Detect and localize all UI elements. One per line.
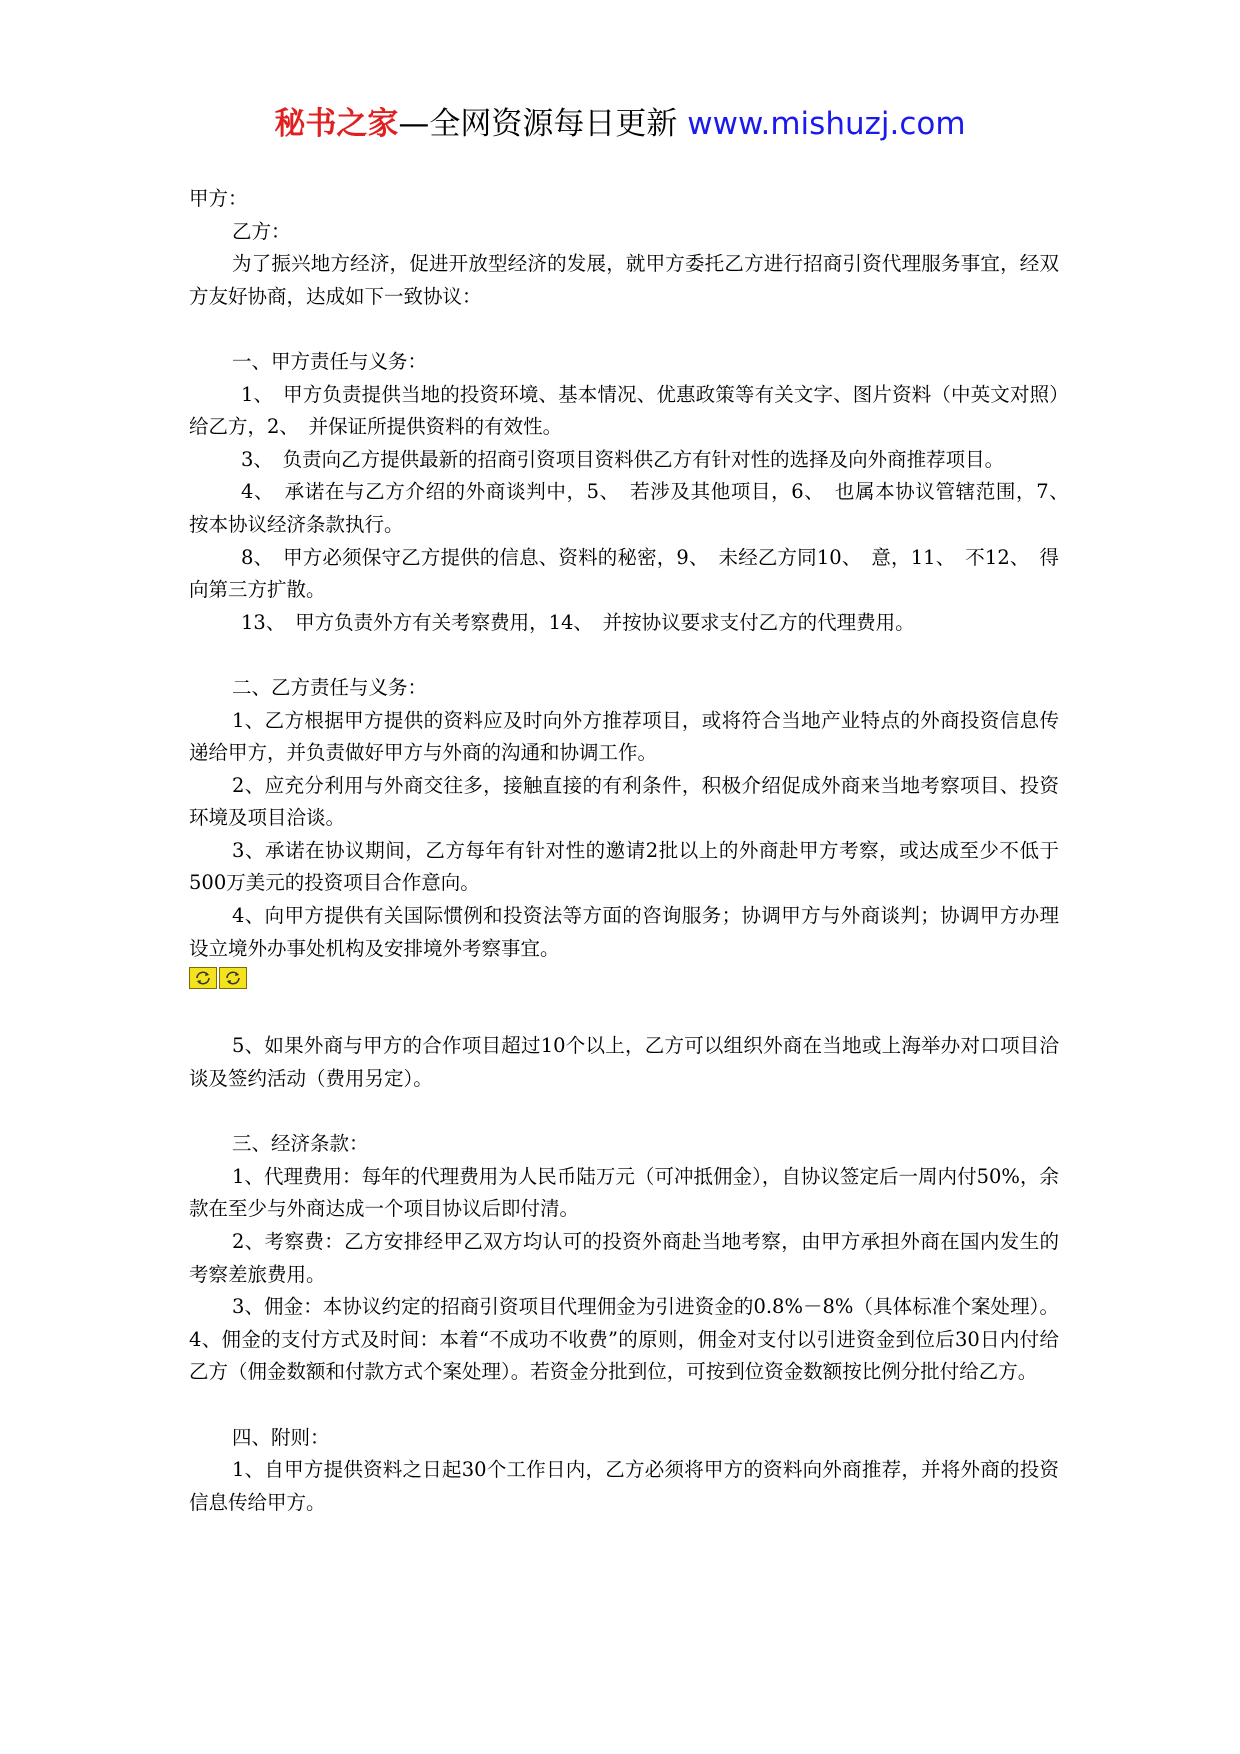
document-body <box>189 183 1079 1519</box>
clause-paragraph: 3、承诺在协议期间，乙方每年有针对性的邀请2批以上的外商赴甲方考察，或达成至少不低于500万美元的投资项目合作意向。 <box>189 838 1059 895</box>
section-title: 四、附则： <box>232 1425 330 1449</box>
spacer <box>189 639 1059 672</box>
clause-paragraph: 13、 甲方负责外方有关考察费用，14、 并按协议要求支付乙方的代理费用。 <box>241 610 915 634</box>
clause-paragraph: 1、乙方根据甲方提供的资料应及时向外方推荐项目，或将符合当地产业特点的外商投资信息传递给甲方，并负责做好甲方与外商的沟通和协调工作。 <box>189 708 1059 765</box>
clause-paragraph: 8、 甲方必须保守乙方提供的信息、资料的秘密，9、 未经乙方同10、 意，11、 不12、 得向第三方扩散。 <box>189 545 1059 602</box>
site-url-link[interactable]: www.mishuzj.com <box>687 106 966 142</box>
clause-paragraph: 1、自甲方提供资料之日起30个工作日内，乙方必须将甲方的资料向外商推荐，并将外商的投资信息传给甲方。 <box>189 1458 1059 1514</box>
clause-paragraph: 2、应充分利用与外商交往多，接触直接的有利条件，积极介绍促成外商来当地考察项目、投资环境及项目洽谈。 <box>189 773 1059 830</box>
section-title: 一、甲方责任与义务： <box>232 349 428 373</box>
clause-paragraph: 1、 甲方负责提供当地的投资环境、基本情况、优惠政策等有关文字、图片资料（中英文对照）给乙方，2、 并保证所提供资料的有效性。 <box>189 382 1059 439</box>
refresh-icon[interactable] <box>219 967 247 989</box>
intro-paragraph: 为了振兴地方经济，促进开放型经济的发展，就甲方委托乙方进行招商引资代理服务事宜，经双方友好协商，达成如下一致协议： <box>189 252 1059 308</box>
clause-paragraph: 3、佣金：本协议约定的招商引资项目代理佣金为引进资金的0.8%－8%（具体标准个案处理）。4、佣金的支付方式及时间：本着“不成功不收费”的原则，佣金对支付以引进资金到位后30日内付给乙方（佣金数额和付款方式个案处理）。若资金分批到位，可按到位资金数额按比例分批付给乙方。 <box>189 1295 1059 1384</box>
clause-paragraph: 1、代理费用：每年的代理费用为人民币陆万元（可冲抵佣金），自协议签定后一周内付50%，余款在至少与外商达成一个项目协议后即付清。 <box>189 1164 1059 1221</box>
section-title: 三、经济条款： <box>232 1132 369 1156</box>
clause-paragraph: 4、向甲方提供有关国际惯例和投资法等方面的咨询服务；协调甲方与外商谈判；协调甲方办理设立境外办事处机构及安排境外考察事宜。 <box>189 904 1059 960</box>
spacer <box>189 313 1059 346</box>
header-slogan: —全网资源每日更新 <box>398 106 678 142</box>
party-a-label: 甲方： <box>189 187 248 210</box>
site-header <box>0 104 1240 144</box>
spacer <box>189 998 1059 1031</box>
refresh-icon[interactable] <box>189 967 217 989</box>
clause-paragraph: 4、 承诺在与乙方介绍的外商谈判中，5、 若涉及其他项目，6、 也属本协议管辖范围，7、 按本协议经济条款执行。 <box>189 480 1079 536</box>
section-title: 二、乙方责任与义务： <box>232 675 428 699</box>
party-b-label: 乙方： <box>232 219 291 243</box>
nav-icon-row <box>189 965 1059 998</box>
clause-paragraph: 3、 负责向乙方提供最新的招商引资项目资料供乙方有针对性的选择及向外商推荐项目。 <box>241 447 1005 471</box>
brand-name: 秘书之家 <box>274 106 399 142</box>
clause-paragraph: 2、考察费：乙方安排经甲乙双方均认可的投资外商赴当地考察，由甲方承担外商在国内发生的考察差旅费用。 <box>189 1230 1059 1286</box>
spacer <box>189 1389 1059 1422</box>
spacer <box>189 1096 1059 1129</box>
clause-paragraph: 5、如果外商与甲方的合作项目超过10个以上，乙方可以组织外商在当地或上海举办对口项目洽谈及签约活动（费用另定）。 <box>189 1034 1059 1091</box>
